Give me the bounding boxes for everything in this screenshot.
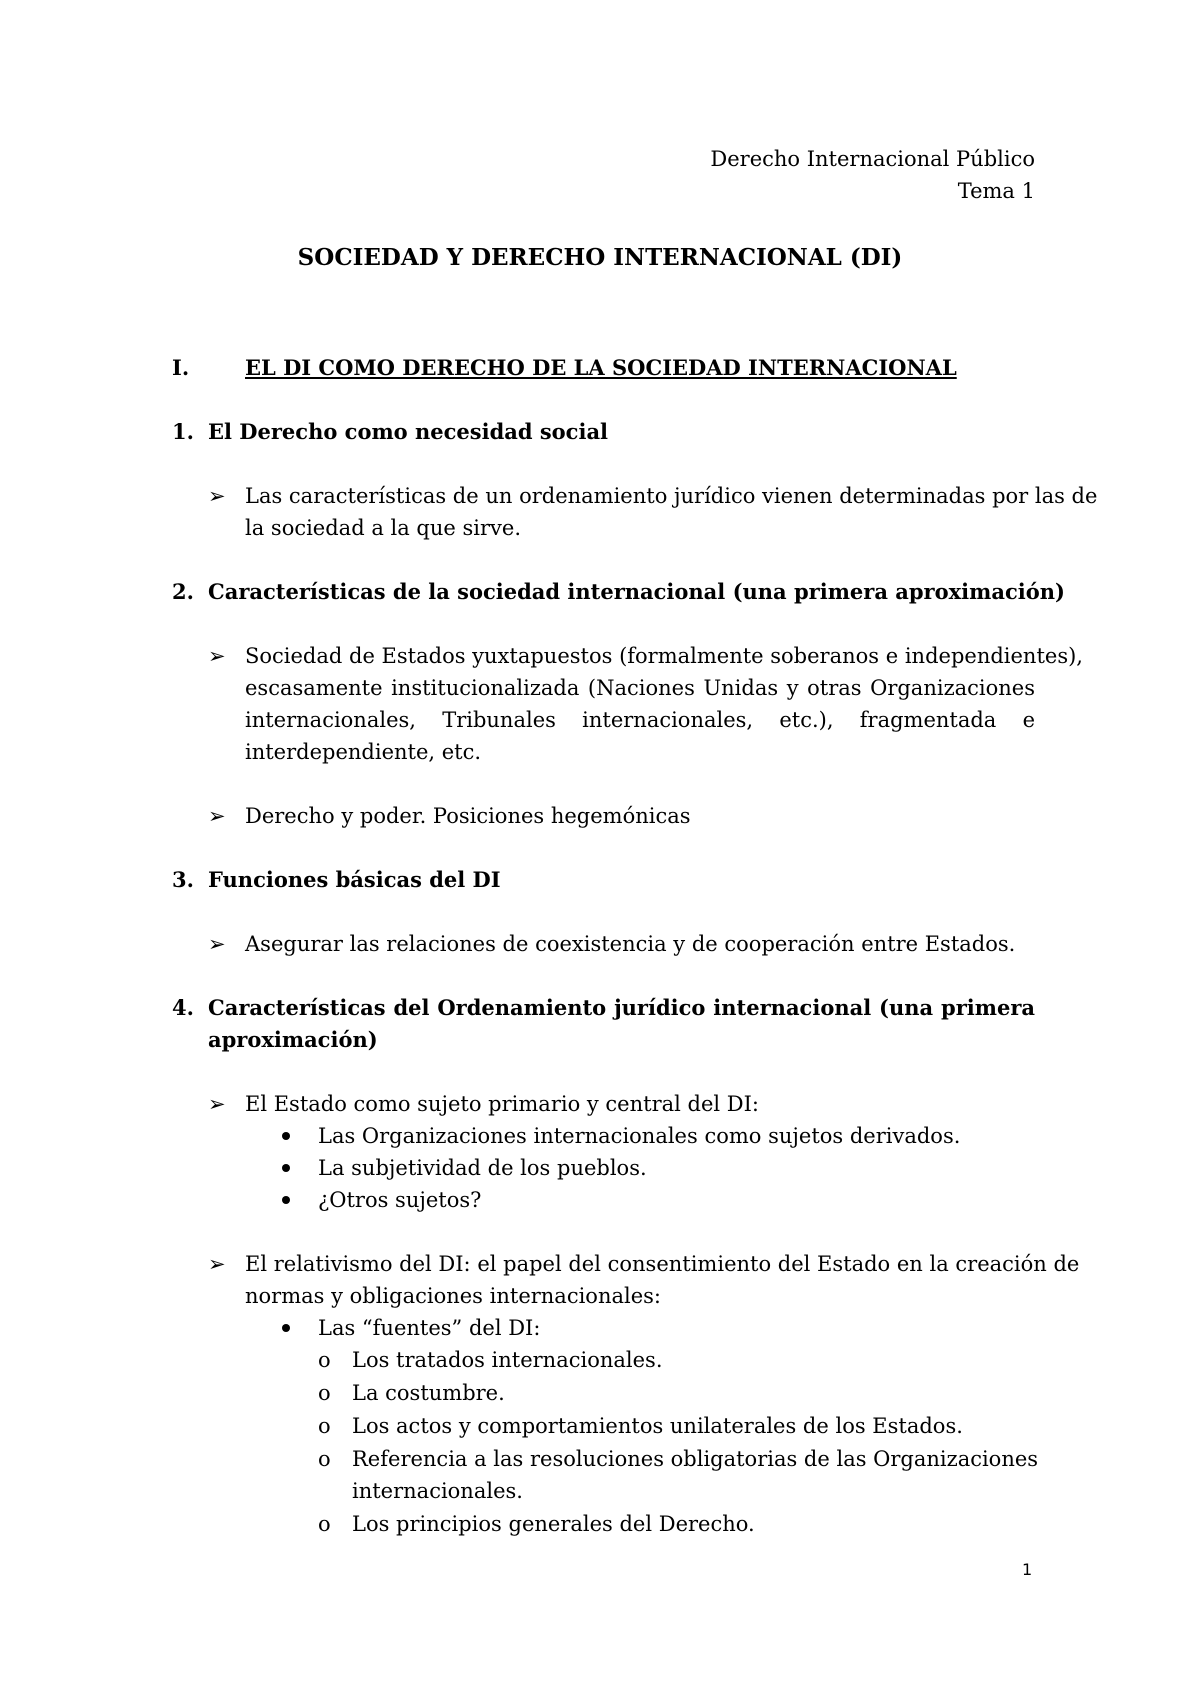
circle-bullet-icon: o (318, 1414, 331, 1438)
subpoint-text: Las Organizaciones internacionales como sujetos derivados. (318, 1124, 961, 1148)
course-name: Derecho Internacional Público (710, 147, 1035, 171)
item-number: 4. (172, 995, 194, 1020)
bullet-dot-icon (282, 1324, 290, 1332)
source-item: Los principios generales del Derecho. (352, 1512, 755, 1536)
section-number: I. (172, 355, 190, 380)
arrow-bullet-icon: ➢ (208, 644, 226, 668)
item-heading: aproximación) (208, 1027, 378, 1052)
circle-bullet-icon: o (318, 1381, 331, 1405)
item-heading: Características del Ordenamiento jurídico internacional (una primera (208, 995, 1035, 1020)
bullet-dot-icon (282, 1164, 290, 1172)
topic-label: Tema 1 (957, 179, 1035, 203)
item-heading: El Derecho como necesidad social (208, 419, 609, 444)
document-title: SOCIEDAD Y DERECHO INTERNACIONAL (DI) (297, 244, 903, 271)
arrow-bullet-icon: ➢ (208, 1092, 226, 1116)
point-line: escasamente institucionalizada (Naciones Unidas y otras Organizaciones (245, 676, 1035, 700)
point-line: Las características de un ordenamiento jurídico vienen determinadas por las de (245, 484, 1098, 508)
point-line: Derecho y poder. Posiciones hegemónicas (245, 804, 691, 828)
circle-bullet-icon: o (318, 1512, 331, 1536)
page-number: 1 (1022, 1560, 1033, 1579)
item-number: 2. (172, 579, 194, 604)
point-line: interdependiente, etc. (245, 740, 482, 764)
source-item: Los tratados internacionales. (352, 1348, 663, 1372)
source-item: Los actos y comportamientos unilaterales de los Estados. (352, 1414, 963, 1438)
arrow-bullet-icon: ➢ (208, 804, 226, 828)
item-heading: Características de la sociedad internacional (una primera aproximación) (208, 579, 1065, 604)
source-item: Referencia a las resoluciones obligatorias de las Organizaciones (352, 1447, 1039, 1471)
point-line: Sociedad de Estados yuxtapuestos (formalmente soberanos e independientes), (245, 644, 1083, 668)
subpoint-text: La subjetividad de los pueblos. (318, 1156, 647, 1180)
point-line: la sociedad a la que sirve. (245, 516, 521, 540)
point-line: internacionales, Tribunales internacionales, etc.), fragmentada e (245, 708, 1035, 732)
arrow-bullet-icon: ➢ (208, 484, 226, 508)
point-line: normas y obligaciones internacionales: (245, 1284, 661, 1308)
item-heading: Funciones básicas del DI (208, 867, 501, 892)
point-line: Asegurar las relaciones de coexistencia y de cooperación entre Estados. (245, 932, 1016, 956)
item-number: 1. (172, 419, 194, 444)
point-line: El relativismo del DI: el papel del consentimiento del Estado en la creación de (245, 1252, 1080, 1276)
point-line: El Estado como sujeto primario y central del DI: (245, 1092, 759, 1116)
circle-bullet-icon: o (318, 1447, 331, 1471)
item-number: 3. (172, 867, 194, 892)
subpoint-text: Las “fuentes” del DI: (318, 1316, 541, 1340)
arrow-bullet-icon: ➢ (208, 1252, 226, 1276)
source-item: internacionales. (352, 1479, 523, 1503)
bullet-dot-icon (282, 1132, 290, 1140)
subpoint-text: ¿Otros sujetos? (318, 1188, 482, 1212)
source-item: La costumbre. (352, 1381, 505, 1405)
bullet-dot-icon (282, 1196, 290, 1204)
circle-bullet-icon: o (318, 1348, 331, 1372)
section-heading: EL DI COMO DERECHO DE LA SOCIEDAD INTERNACIONAL (245, 355, 957, 380)
arrow-bullet-icon: ➢ (208, 932, 226, 956)
